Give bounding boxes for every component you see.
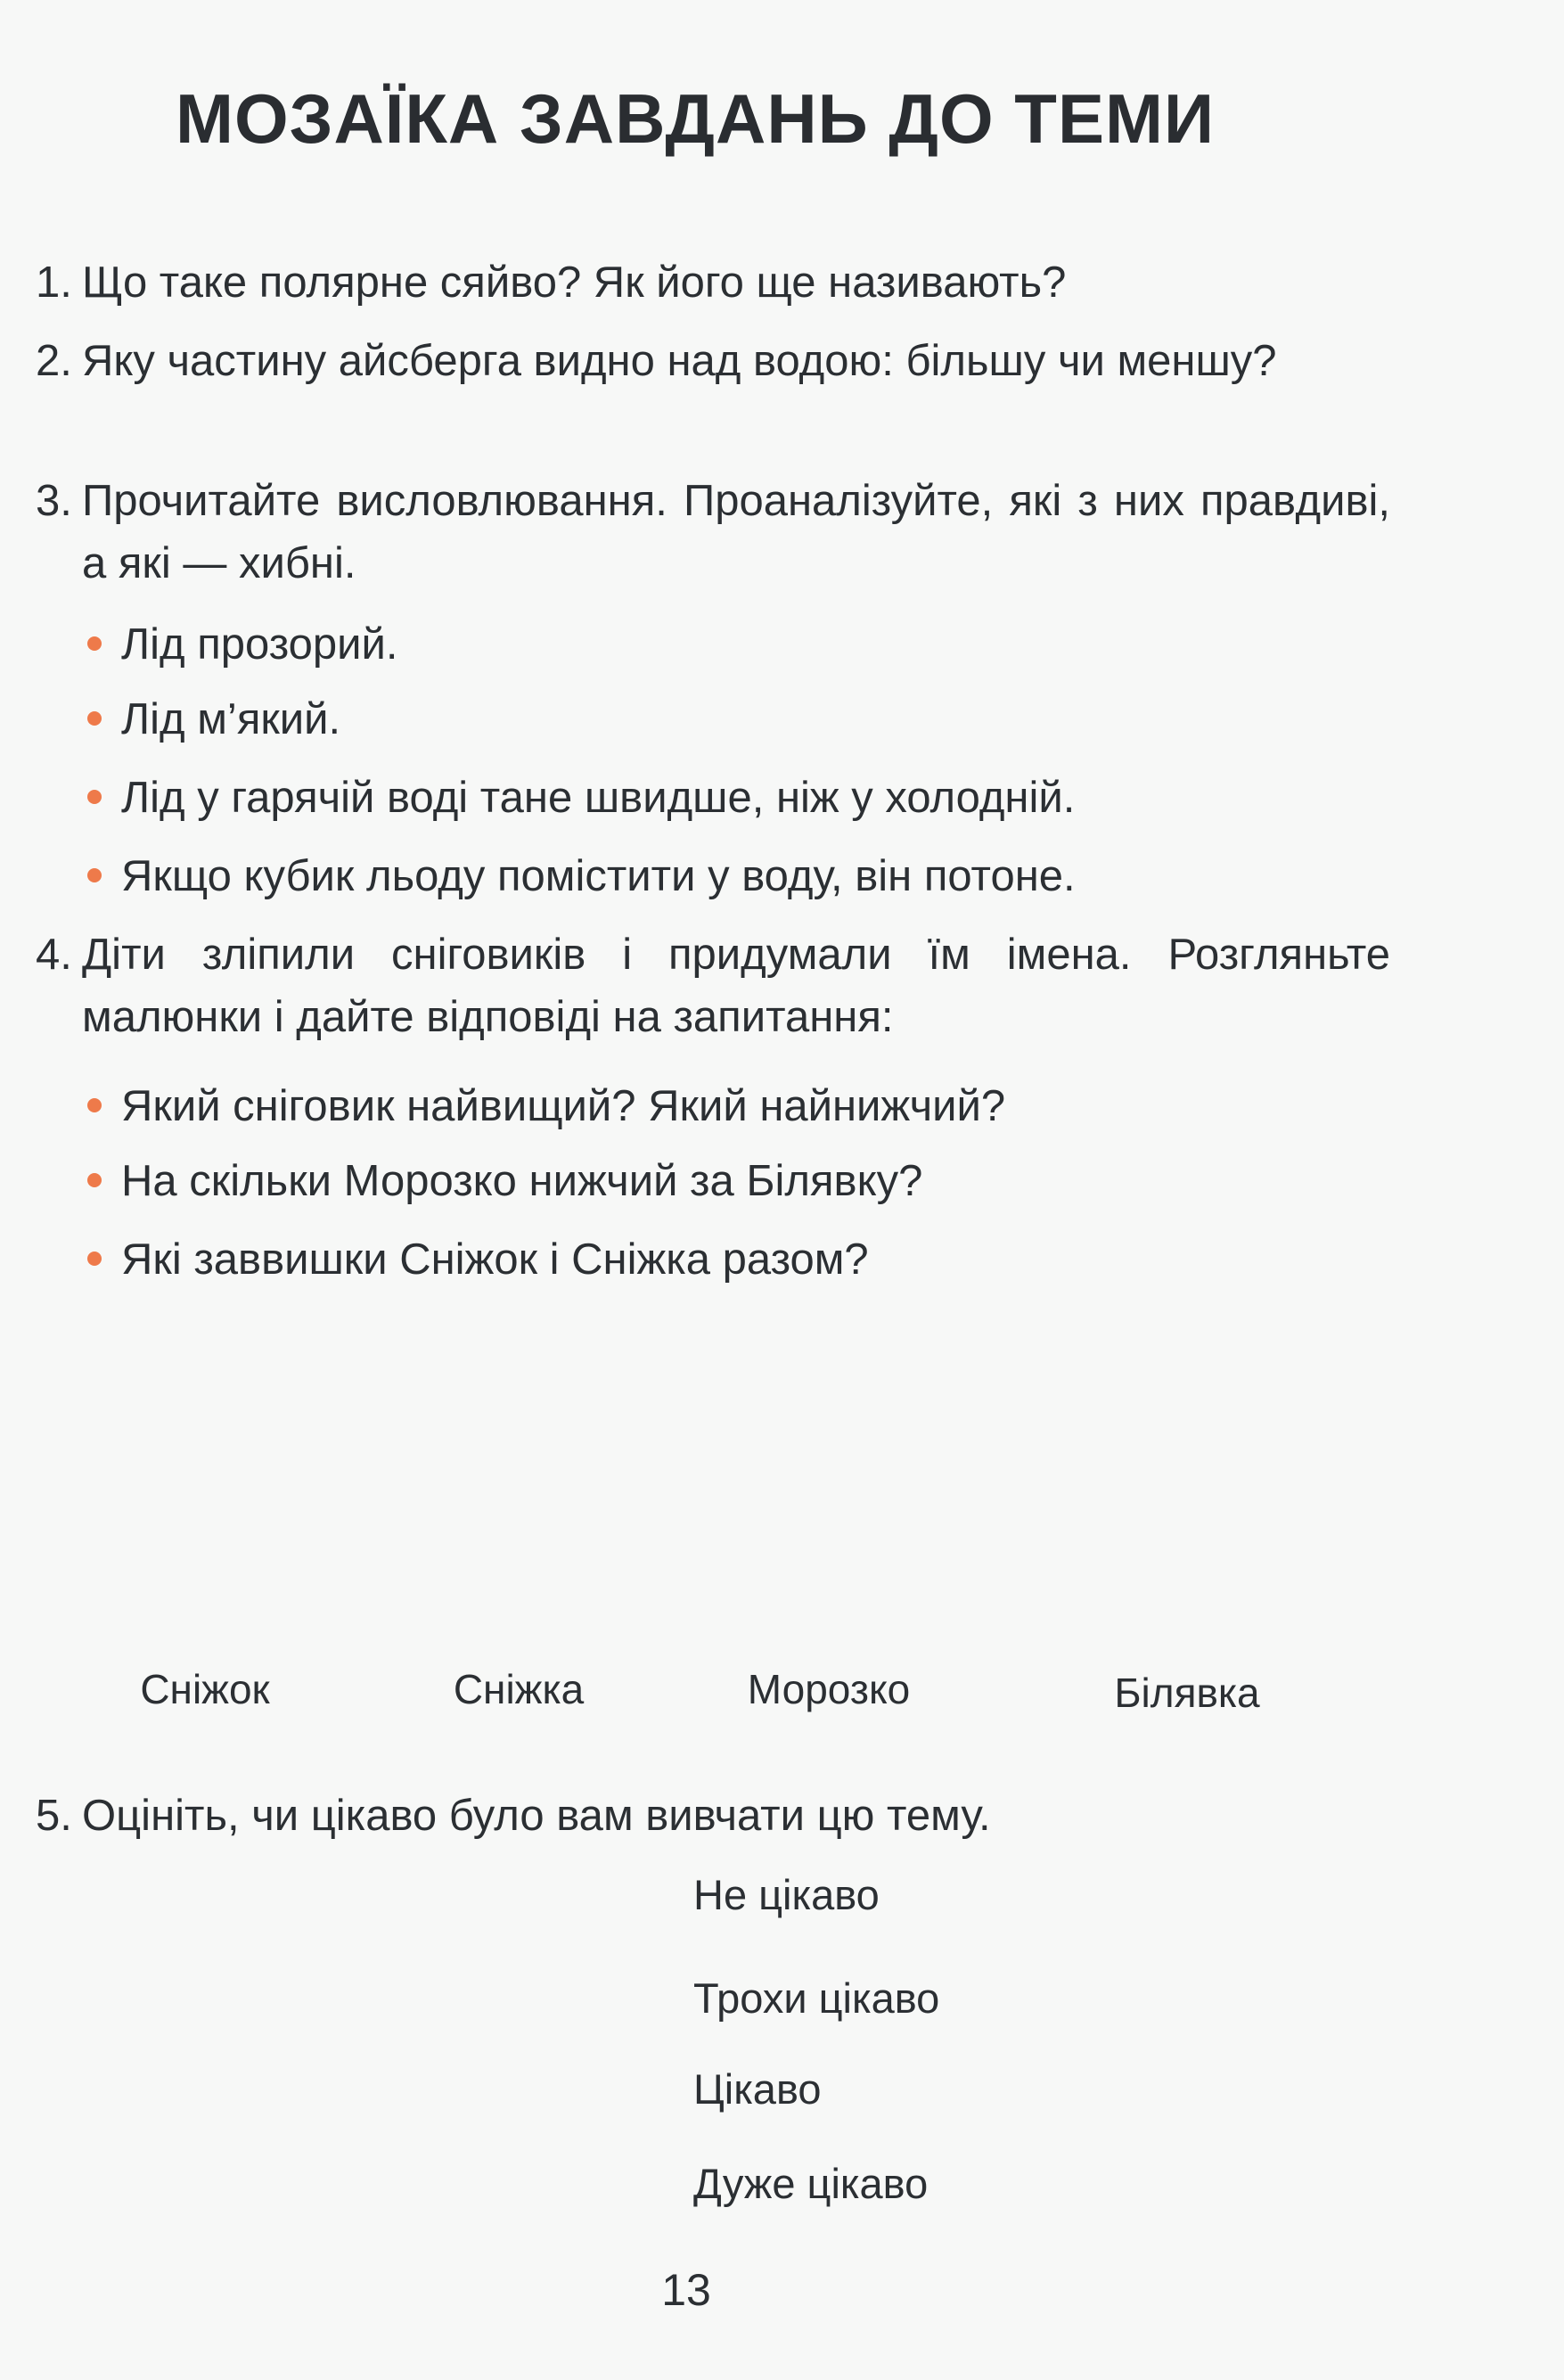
snowman-name-snizhka: Сніжка: [453, 1666, 585, 1712]
rating-stars-3: [248, 2054, 604, 2134]
page-title: МОЗАЇКА ЗАВДАНЬ ДО ТЕМИ: [175, 79, 1216, 158]
question-5: [36, 1785, 1390, 1847]
snowman-name-snizhok: Сніжок: [140, 1666, 270, 1712]
bullet-dot-icon: [87, 868, 102, 882]
question-text: Що таке полярне сяйво? Як його ще називають?: [82, 259, 1067, 307]
snowman-question-item: На скільки Морозко нижчий за Білявку?: [87, 1150, 922, 1212]
question-text: Діти зліпили сніговиків і придумали їм імена. Розгляньте малюнки і дайте відповіді на запитання:: [82, 931, 1390, 1041]
bullet-dot-icon: [87, 790, 102, 804]
bullet-dot-icon: [87, 1098, 102, 1112]
statement-item: Якщо кубик льоду помістити у воду, він потоне.: [87, 845, 1076, 907]
snowman-name-bilyavka: Білявка: [1114, 1670, 1260, 1716]
snowman-question-item: Які заввишки Сніжок і Сніжка разом?: [87, 1228, 869, 1291]
rating-label-2: Трохи цікаво: [693, 1974, 940, 2022]
question-number: 5.: [36, 1792, 72, 1840]
question-number: 2.: [36, 337, 72, 385]
rating-label-3: Цікаво: [693, 2065, 822, 2113]
question-number: 1.: [36, 259, 72, 307]
bullet-dot-icon: [87, 636, 102, 651]
question-text: Оцініть, чи цікаво було вам вивчати цю тему.: [82, 1792, 991, 1840]
question-2: [36, 330, 1390, 392]
bullet-dot-icon: [87, 711, 102, 726]
snowman-name-morozko: Морозко: [747, 1666, 911, 1712]
snowmen-illustration: [0, 1284, 1564, 1658]
question-text: Яку частину айсберга видно над водою: більшу чи меншу?: [82, 337, 1277, 385]
question-number: 3.: [36, 477, 72, 525]
rating-label-4: Дуже цікаво: [693, 2160, 929, 2207]
rating-stars-1: [248, 1865, 604, 1945]
rating-stars-2: [248, 1959, 604, 2039]
rating-label-1: Не цікаво: [693, 1871, 880, 1918]
question-4: [36, 923, 1390, 1048]
statement-item: Лід у гарячій воді тане швидше, ніж у холодній.: [87, 767, 1075, 829]
question-3: [36, 470, 1390, 595]
statement-item: Лід прозорий.: [87, 613, 398, 676]
bullet-dot-icon: [87, 1252, 102, 1266]
page-number: 13: [661, 2265, 711, 2315]
bullet-dot-icon: [87, 1173, 102, 1187]
statement-item: Лід м’який.: [87, 688, 340, 751]
question-1: [36, 251, 1390, 314]
rating-stars-4: [248, 2148, 604, 2228]
question-number: 4.: [36, 931, 72, 979]
question-text: Прочитайте висловлювання. Проаналізуйте, які з них правдиві, а які — хибні.: [82, 477, 1390, 587]
snowman-question-item: Який сніговик найвищий? Який найнижчий?: [87, 1075, 1005, 1137]
